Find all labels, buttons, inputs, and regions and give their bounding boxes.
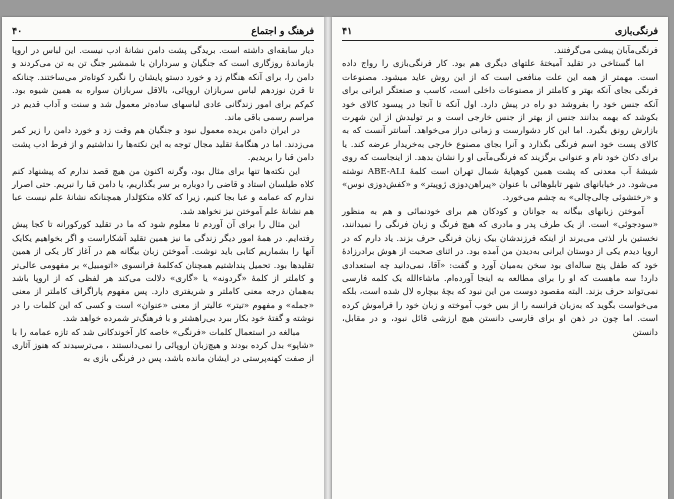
left-page-number: ۴۰ — [12, 26, 23, 37]
left-paragraph: این نکته‌ها تنها برای مثال بود، وگرنه اکنون من هیچ قصد ندارم که پیشنهاد کنم کلاه طیلسان استاد و قاضی را دوباره بر سر بگذاریم، یا دامن قبا را نبریم. حتی اصرار ندارم که عمامه و عبا بجا کنیم، زیرا که کلاه متکوّلدار همچنانکه نشانهٔ علم نیست عبا هم نشانهٔ علم آموختن نیز نخواهد شد. — [12, 166, 314, 217]
left-page — [2, 17, 324, 499]
left-paragraph: مبالغه در استعمال کلمات «فرنگی» خاصه کار آخوندکانی شد که تازه عمامه را با «شاپو» بدل کرده بودند و هیچ‌زبان اروپائی را نمی‌دانستند ، می‌ترسیدند که هنوز آثاری از صفت کهنه‌پرستی در ایشان مانده باشد، پس در فرنگی بازی به — [12, 327, 314, 365]
right-paragraph: آموختن زبانهای بیگانه به جوانان و کودکان هم برای خودنمائی و هم به منظور «سودجوئی» است. از یک طرف پدر و مادری که هیچ فرنگ و زبان فرنگی را نمیدانند، نخستین بار لذتی می‌برند از اینکه فرزندشان بیک زبان فرنگی حرف بزند. یاد دارم که در اروپا دیدم یکی از دوستان ایرانی به‌دیدن من آمده بود. در اثنای صحبت از هوش برادرزادهٔ خود که طفل پنج ساله‌ای بود سخن به‌میان آورد و گفت: «آقا، نمی‌دانید چه استعدادی دارد! سه ماهست که او را برای مطالعه به اینجا آورده‌ام. ماشاءالله یک کلمه فارسی نمی‌تواند حرف بزند. البته مقصود دوست من این نبود که بچهٔ بیچاره لال شده است، بلکه می‌خواست بگوید که به‌زبان فرانسه را از بس خوب آموخته و زبان خود را فراموش کرده است. اما چون در ذهن او برای فارسی دانستن هیچ ارزشی قائل نبود، و در مقابل، دانستن — [342, 206, 658, 338]
left-paragraph: دیار سابقه‌ای داشته است. بریدگی پشت دامن نشانهٔ ادب نیست. این لباس در اروپا بازماندهٔ روزگاری است که جنگیان و سرداران با شمشیر جنگ تن به تن می‌کردند و دامن را، برای آنکه هنگام زد و خورد دستو پایشان را نگیرد کوتاه‌تر می‌ساختند. چنانکه تا قرن نوزدهم لباس سربازان اروپائی، بالاقل سربازان سواره به همین شیوه بود. کم‌کم برای امور زندگانی عادی لباسهای ساده‌تر معمول شد و سنت و آداب قدیم در مراسم رسمی باقی ماند. — [12, 46, 314, 124]
right-page — [332, 17, 668, 499]
left-paragraph: این مثال را برای آن آوردم تا معلوم شود که ما در تقلید کورکورانه تا کجا پیش رفته‌ایم. در همهٔ امور دیگر زندگی ما نیز همین تقلید آشکاراست و اگر بخواهیم یکایک آنها را بشماریم کتابی باید نوشت. آموختن زبان بیگانه هم در آغاز کار یکی از همین تقلیدها بود. تحمیل پنداشتیم همچنان که‌کلمهٔ فرانسوی «اتومبیل» بر مفهومی عالی‌تر و کاملتر از کلمهٔ «گردونه» یا «گاری» دلالت می‌کند هر لفظی که از اروپا باشد به‌همان درجه معنی کاملتر و شریفتری دارد. پس مفهوم پاراگراف کاملتر از معنی «جمله» و مفهوم «تیتر» عالیتر از معنی «عنوان» است و کسی که این کلمات را در نوشته و گفتهٔ خود بکار ببرد بی‌راهشتر و با فرهنگ‌تر شمرده خواهد شد. — [12, 220, 314, 325]
right-page-running-title: فرنگی‌بازی — [614, 26, 658, 37]
right-page-header — [342, 26, 658, 41]
right-page-number: ۴۱ — [342, 26, 353, 37]
left-page-running-title: فرهنگ و اجتماع — [251, 26, 314, 37]
left-page-header — [12, 26, 314, 41]
right-page-body — [342, 45, 658, 495]
left-page-body — [12, 45, 314, 495]
book-gutter — [324, 17, 332, 499]
right-paragraph: فرنگی‌مآبان پیشی می‌گرفتند. — [553, 46, 658, 56]
right-paragraph: اما گستاخی در تقلید آمیختهٔ علتهای دیگری هم بود. کار فرنگی‌بازی را رواج داده است. مهمتر از همه این علت منافعی است که از این روش عاید میشود. مصنوعات فرنگی بجای آنکه بهتر و کاملتر از مصنوعات داخلی است، کاسب و صنعتگر ایرانی برای آنکه جنس خود را بفروشد دو راه در پیش دارد. اول آنکه تا آنجا در پیسود کالای خود بکوشد که بهمه بدانند جنس از بهتر از جنس خارجی است و بر تولیدش از این شهرت بازارش رونق بگیرد. اما این کار دشوارست و زمانی دراز می‌خواهد. آسانتر آنست که به کالای پست خود اسم فرنگی بگذارد و آنرا بجای مصنوع خارجی به‌خریدار عرضه کند. یا برای دکان خود نام و عنوانی برگزیند که فرنگی‌مآبی او را نشان بدهد. از اینجاست که روی شیشهٔ آب معدنی که پشت همین کوهپایهٔ شمال تهران است کلمهٔ ABE-ALI نوشته می‌شود. در خیابانهای شهر تابلوهائی با عنوان «پیراهن‌دوزی ژوپیتر» و «کفش‌دوزی نوس» و «رختشوئی چالی‌چالی» به چشم می‌خورد. — [342, 59, 658, 204]
left-paragraph: در ایران دامن بریده معمول نبود و جنگیان هم وقت زد و خورد دامن را زیر کمر می‌زدند. اما در هنگامهٔ تقلید مجال توجه به این نکته‌ها را نداشتیم و از فرط ادب پشت دامن قبا را بریدیم. — [12, 126, 314, 164]
